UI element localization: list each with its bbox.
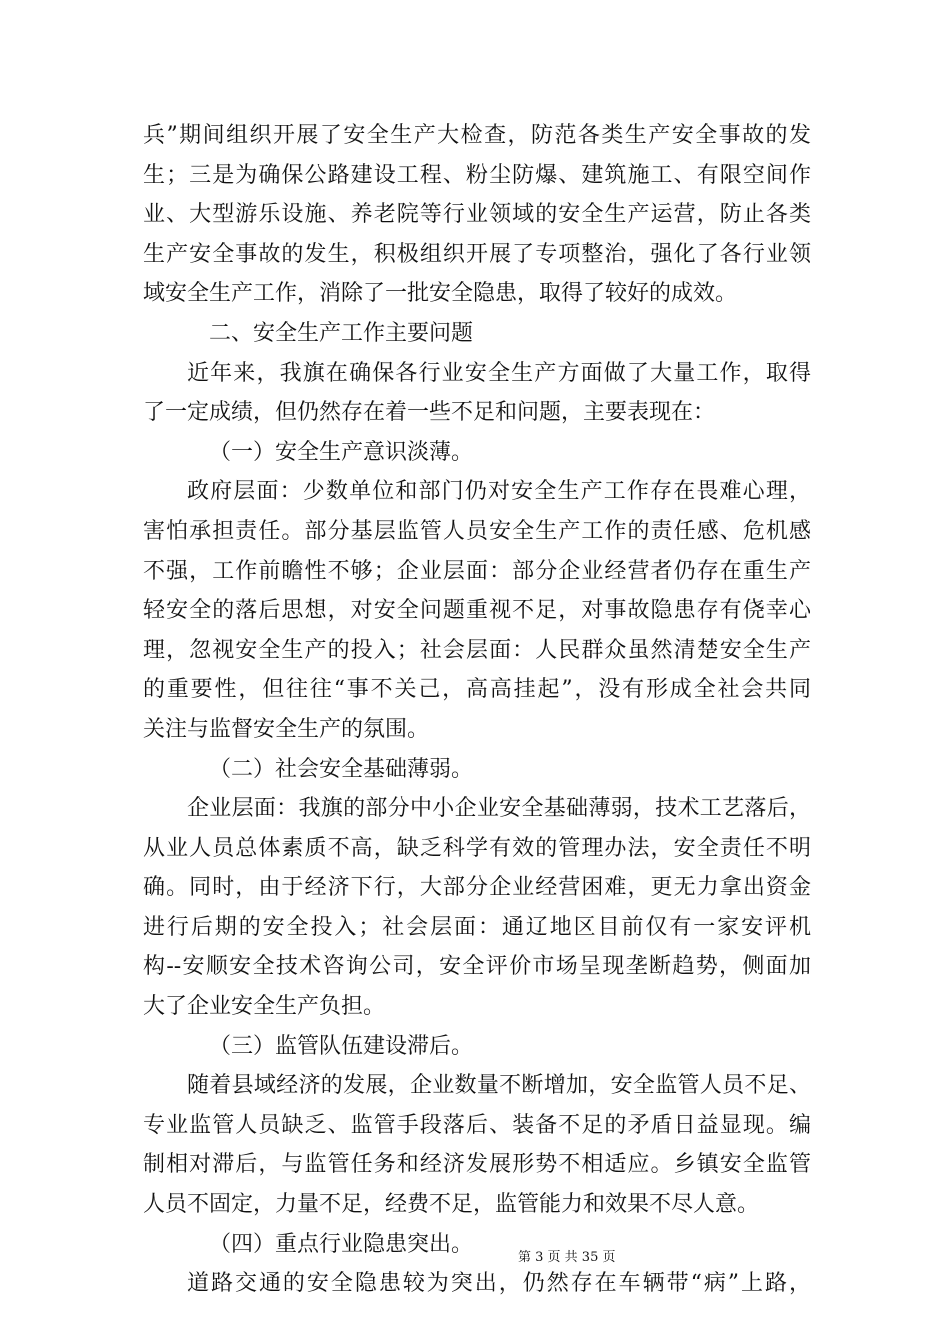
paragraph-last-line: 关注与监督安全生产的氛围。 (143, 716, 430, 742)
paragraph-line: 的重要性，但往往“事不关己，高高挂起”，没有形成全社会共同 (143, 677, 811, 703)
paragraph-line: 不强，工作前瞻性不够；企业层面：部分企业经营者仍存在重生产 (143, 558, 811, 584)
paragraph-line: 轻安全的落后思想，对安全问题重视不足，对事故隐患存有侥幸心 (143, 598, 811, 624)
paragraph-line: 专业监管人员缺乏、监管手段落后、装备不足的矛盾日益显现。编 (143, 1112, 811, 1138)
document-body (143, 116, 811, 1304)
paragraph-last-line: 了一定成绩，但仍然存在着一些不足和问题，主要表现在： (143, 400, 716, 426)
paragraph-line: 兵”期间组织开展了安全生产大检查，防范各类生产安全事故的发 (143, 123, 811, 148)
subsection-heading: （四）重点行业隐患突出。 (209, 1231, 474, 1257)
paragraph-first-line: 近年来，我旗在确保各行业安全生产方面做了大量工作，取得 (187, 360, 811, 386)
page-footer (0, 1246, 950, 1265)
paragraph-line: 构--安顺安全技术咨询公司，安全评价市场呈现垄断趋势，侧面加 (143, 954, 811, 980)
subsection-heading: （二）社会安全基础薄弱。 (209, 756, 474, 782)
paragraph-last-line: 人员不固定，力量不足，经费不足，监管能力和效果不尽人意。 (143, 1192, 760, 1218)
paragraph-last-line: 域安全生产工作，消除了一批安全隐患，取得了较好的成效。 (143, 281, 738, 307)
paragraph-line: 理，忽视安全生产的投入；社会层面：人民群众虽然清楚安全生产 (143, 637, 811, 663)
paragraph-line: 生；三是为确保公路建设工程、粉尘防爆、建筑施工、有限空间作 (143, 162, 811, 188)
paragraph-first-line: 企业层面：我旗的部分中小企业安全基础薄弱，技术工艺落后， (187, 796, 811, 822)
section-heading: 二、安全生产工作主要问题 (209, 320, 474, 346)
paragraph-line: 业、大型游乐设施、养老院等行业领域的安全生产运营，防止各类 (143, 202, 811, 228)
paragraph-last-line: 大了企业安全生产负担。 (143, 994, 386, 1020)
paragraph-first-line: 随着县域经济的发展，企业数量不断增加，安全监管人员不足、 (187, 1073, 811, 1099)
paragraph-first-line: 道路交通的安全隐患较为突出，仍然存在车辆带“病”上路， (187, 1271, 811, 1297)
paragraph-line: 确。同时，由于经济下行，大部分企业经营困难，更无力拿出资金 (143, 875, 811, 901)
paragraph-line: 制相对滞后，与监管任务和经济发展形势不相适应。乡镇安全监管 (143, 1152, 811, 1178)
paragraph-line: 生产安全事故的发生，积极组织开展了专项整治，强化了各行业领 (143, 241, 811, 267)
subsection-heading: （一）安全生产意识淡薄。 (209, 439, 474, 465)
paragraph-line: 害怕承担责任。部分基层监管人员安全生产工作的责任感、危机感 (143, 518, 811, 544)
subsection-heading: （三）监管队伍建设滞后。 (209, 1033, 474, 1059)
paragraph-line: 进行后期的安全投入；社会层面：通辽地区目前仅有一家安评机 (143, 914, 811, 940)
page-number-label: 第 3 页 共 35 页 (518, 1250, 616, 1265)
paragraph-first-line: 政府层面：少数单位和部门仍对安全生产工作存在畏难心理， (187, 479, 811, 505)
paragraph-line: 从业人员总体素质不高，缺乏科学有效的管理办法，安全责任不明 (143, 835, 811, 861)
